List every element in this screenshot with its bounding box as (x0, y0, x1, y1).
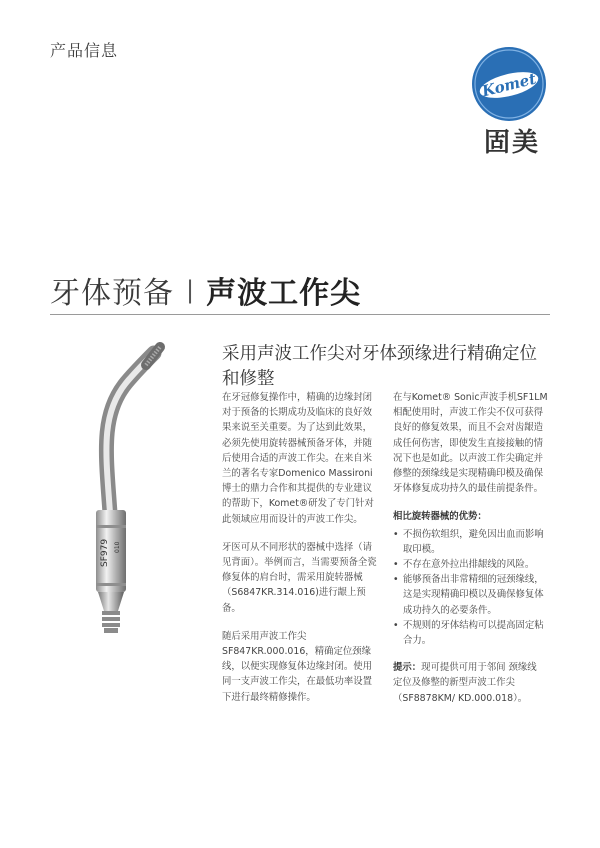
title-category: 牙体预备 (50, 276, 174, 311)
komet-logo (470, 45, 548, 123)
logo-text: Komet (480, 69, 538, 101)
right-column (393, 390, 548, 719)
sonic-tip-image (48, 335, 208, 635)
tip-engraving-small: 010 (114, 541, 121, 553)
brand-name: 固美 (484, 128, 541, 158)
list-item: • 不存在意外拉出排龈线的风险。 (393, 557, 548, 572)
left-paragraph-3: 随后采用声波工作尖SF847KR.000.016，精确定位颈缘线，以便实现修复体边缘封闭。使用同一支声波工作尖，在最低功率设置下进行最终精修操作。 (222, 630, 373, 703)
left-column (222, 390, 378, 718)
left-paragraph-2: 牙医可从不同形状的器械中选择（请见背面）。举例而言，当需要预备全瓷修复体的肩台时，需采用旋转器械（S6847KR.314.016)进行龈上预备。 (222, 541, 377, 614)
section-label: 产品信息 (50, 41, 119, 60)
left-paragraph-1: 在牙冠修复操作中，精确的边缘封闭对于预备的长期成功及临床的良好效果来说至关重要。为了达到此效果，必须先使用旋转器械预备牙体，并随后使用合适的声波工作尖。在来自米兰的著名专家Domenico Massironi博士的鼎力合作和其提供的专业建议的帮助下，Komet®研发了专门针对此领域应用而设计的声波工作尖。 (222, 392, 374, 525)
right-paragraph-1: 在与Komet® Sonic声波手机SF1LM相配使用时，声波工作尖不仅可获得良好的修复效果，而且不会对齿龈造成任何伤害，即使发生直接接触的情况下也是如此。以声波工作尖确定并修整的颈缘线是实现精确印模及确保牙体修复成功持久的最佳前提条件。 (393, 392, 548, 495)
advantages-title: 相比旋转器械的优势： (393, 511, 487, 523)
page-title (50, 268, 361, 312)
advantages-list (393, 527, 548, 649)
title-divider (50, 314, 550, 315)
hint (393, 660, 548, 706)
hint-label: 提示： (393, 662, 422, 674)
hint-text: 现可提供可用于邻间 颈缘线 定位及修整的新型声波工作尖（SF8878KM/ KD.000.018）。 (393, 662, 537, 704)
article-headline: 采用声波工作尖对牙体颈缘进行精确定位和修整 (222, 344, 537, 389)
list-item: • 能够预备出非常精细的冠颈缘线，这是实现精确印模以及确保修复体成功持久的必要条件。 (393, 572, 548, 618)
list-item: • 不规则的牙体结构可以提高固定粘合力。 (393, 618, 548, 648)
tip-thread (102, 611, 120, 633)
tip-engraving: SF979 (100, 538, 110, 567)
title-product: 声波工作尖 (206, 276, 362, 311)
title-separator: | (186, 276, 195, 304)
list-item: • 不损伤软组织，避免因出血而影响取印模。 (393, 527, 548, 557)
